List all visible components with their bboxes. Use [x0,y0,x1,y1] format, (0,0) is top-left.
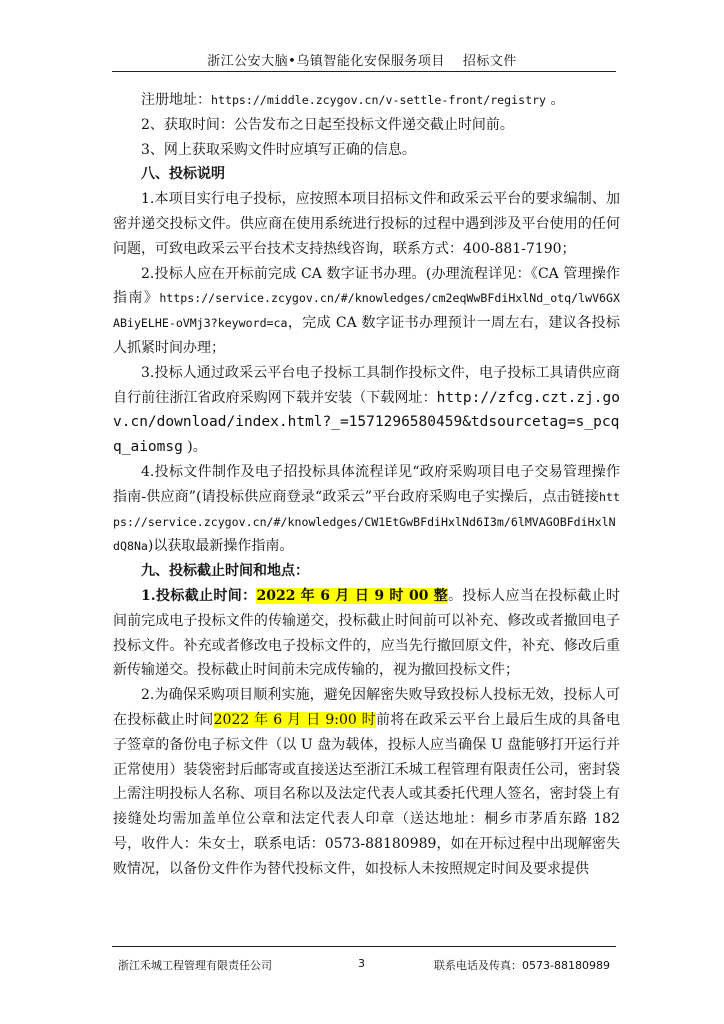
guide-link[interactable]: https://service.zcygov.cn/#/knowledges/CW1EtGwBFdiHxlNd6I3m/6lMVAGOBFdiHxlNdQ8Na [113,489,620,554]
paragraph-8-3-tail: )。 [182,439,207,456]
paragraph-8-2-tail: ，完成 CA 数字证书办理预计一周左右，建议各投标人抓紧时间办理； [113,315,620,356]
paragraph-8-3-text: 3.投标人通过政采云平台电子投标工具制作投标文件，电子投标工具请供应商自行前往浙江省政府采购网下载并安装（下载网址： [113,364,620,406]
registry-line [113,88,620,113]
paragraph-8-2 [113,262,620,361]
section-9-heading: 九、投标截止时间和地点： [141,563,309,580]
header-rule [112,71,616,72]
deadline-date: 2022 年 6 月 日 9 时 00 整 [256,587,449,604]
item-3: 3、网上获取采购文件时应填写正确的信息。 [141,141,416,158]
section-8-heading: 八、投标说明 [141,166,225,183]
paragraph-9-2-text: 2.为确保采购项目顺利实施，避免因解密失败导致投标人投标无效，投标人可在投标截止时间 [113,687,620,728]
page-number: 3 [358,957,365,970]
paragraph-9-2-tail: 前将在政采云平台上最后生成的具备电子签章的备份电子标文件（以 U 盘为载体，投标人应当确保 U 盘能够打开运行并正常使用）装袋密封后邮寄或直接送达至浙江禾城工程管理有限责任公司，密封袋上需注明投标人名称、项目名称以及法定代表人或其委托代理人签名，密封袋上有接缝处均需加盖单位公章和法定代表人印章（送达地址：桐乡市茅盾东路 182 号，收件人：朱女士，联系电话：0573-88180989，如在开标过程中出现解密失败情况，以备份文件作为替代投标文件，如投标人未按照规定时间及要求提供 [113,711,621,877]
backup-deadline-date: 2022 年 6 月 日 9:00 时 [213,711,377,728]
document-body [113,88,620,882]
item-2: 2、获取时间：公告发布之日起至投标文件递交截止时间前。 [141,116,514,133]
registry-label: 注册地址： [141,92,211,108]
paragraph-9-1-text: 。投标人应当在投标截止时间前完成电子投标文件的传输递交，投标截止时间前可以补充、修改或者撤回电子投标文件。补充或者修改电子投标文件的，应当先行撤回原文件，补充、修改后重新传输递交。投标截止时间前未完成传输的，视为撤回投标文件； [113,587,620,679]
footer-company: 浙江禾城工程管理有限责任公司 [118,959,272,972]
ca-guide-link[interactable]: https://service.zcygov.cn/#/knowledges/cm2eqWwBFdiHxlNd_otq/lwV6GXABiyELHE-oVMj3?keyword=ca [113,291,620,331]
paragraph-8-4-tail: )以获取最新操作指南。 [147,538,294,555]
paragraph-8-1: 1.本项目实行电子投标，应按照本项目招标文件和政采云平台的要求编制、加密并递交投标文件。供应商在使用系统进行投标的过程中遇到涉及平台使用的任何问题，可致电政采云平台技术支持热线咨询，联系方式：400-881-7190； [113,191,620,257]
paragraph-8-3 [113,361,620,460]
registry-link[interactable]: https://middle.zcygov.cn/v-settle-front/registry [211,93,547,107]
paragraph-8-4 [113,460,620,559]
paragraph-8-4-text: 4.投标文件制作及电子招投标具体流程详见“政府采购项目电子交易管理操作指南-供应商”(请投标供应商登录“政采云”平台政府采购电子实操后，点击链接 [113,463,620,505]
footer-rule [112,946,616,947]
page-header [0,50,724,69]
paragraph-9-1 [113,584,620,683]
header-project: 浙江公安大脑•乌镇智能化安保服务项目 [207,54,445,69]
paragraph-9-2 [113,683,620,881]
registry-suffix: 。 [546,92,565,108]
paragraph-8-2-text: 2.投标人应在开标前完成 CA 数字证书办理。(办理流程详见：《CA 管理操作指南》 [113,265,620,307]
deadline-label: 1.投标截止时间： [141,587,257,604]
footer-contact: 联系电话及传真：0573-88180989 [434,959,610,972]
download-link[interactable]: http://zfcg.czt.zj.gov.cn/download/index.html?_=1571296580459&tdsourcetag=s_pcqq_aiomsg [113,389,620,456]
header-doc-type: 招标文件 [462,54,517,69]
